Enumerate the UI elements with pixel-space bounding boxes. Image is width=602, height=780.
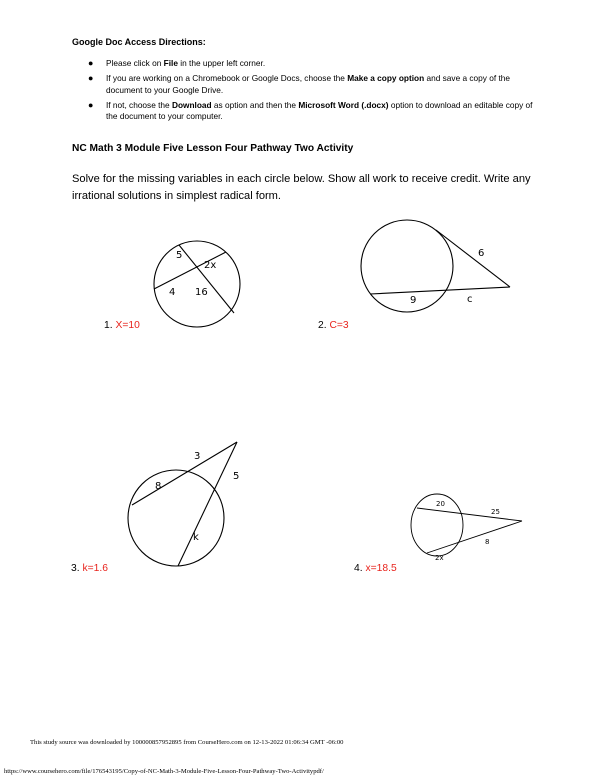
- problem-number: 1.: [104, 320, 113, 331]
- figure-4-secant: [427, 521, 522, 553]
- figure-1-label: 4: [169, 287, 176, 298]
- figure-3-label: 3: [194, 451, 201, 462]
- answer-value: X=10: [115, 320, 140, 331]
- figure-2: [361, 220, 510, 312]
- figure-3-secant: [178, 442, 240, 566]
- bullet-icon: ●: [88, 99, 94, 110]
- figure-2-label: 6: [478, 248, 485, 259]
- figure-2-circle: [361, 220, 453, 312]
- answer-value: x=18.5: [365, 563, 397, 574]
- figure-2-secant: [370, 287, 510, 294]
- problem-number: 2.: [318, 320, 327, 331]
- figure-1-chord: [179, 245, 234, 313]
- answer-value: C=3: [329, 320, 349, 331]
- bullet-icon: ●: [88, 58, 94, 68]
- answer-4: [354, 563, 397, 574]
- figure-3-label: 5: [233, 471, 240, 482]
- problem-number: 3.: [71, 563, 80, 574]
- figure-4-label: 25: [491, 508, 500, 516]
- answer-2: [318, 320, 349, 331]
- directions-item-text: If not, choose the Download as option and then the Microsoft Word (.docx) option to download an editable copy of the document to your computer.: [106, 99, 533, 122]
- answer-3: [71, 563, 108, 574]
- figure-1: [154, 241, 240, 327]
- directions-title: Google Doc Access Directions:: [72, 37, 206, 47]
- directions-item-text: If you are working on a Chromebook or Google Docs, choose the Make a copy option and save a copy of the document to your Google Drive.: [106, 73, 510, 95]
- instructions: Solve for the missing variables in each circle below. Show all work to receive credit. Write any irrational solutions in simplest radical form.: [72, 173, 531, 202]
- figure-3: [128, 442, 240, 566]
- bullet-icon: ●: [88, 73, 94, 84]
- figure-2-label: c: [467, 294, 473, 305]
- lesson-title: NC Math 3 Module Five Lesson Four Pathway Two Activity: [72, 143, 354, 154]
- source-note: This study source was downloaded by 100000857952895 from CourseHero.com on 12-13-2022 01:06:34 GMT -06:00: [30, 739, 344, 746]
- figure-1-label: 16: [195, 287, 208, 298]
- figure-3-circle: [128, 470, 224, 566]
- figure-4-secant: [417, 508, 522, 521]
- figure-2-tangent: [436, 230, 510, 287]
- figure-1-circle: [154, 241, 240, 327]
- figure-1-label: 2x: [204, 260, 217, 271]
- directions-item-text: Please click on File in the upper left corner.: [106, 58, 266, 68]
- source-url[interactable]: https://www.coursehero.com/file/176543195/Copy-of-NC-Math-3-Module-Five-Lesson-Four-Pathway-Two-Activitypdf/: [4, 768, 324, 775]
- answer-value: k=1.6: [82, 563, 108, 574]
- figure-3-label: k: [193, 532, 199, 543]
- figure-1-label: 5: [176, 250, 183, 261]
- figure-4-label: 8: [485, 538, 490, 546]
- figure-2-label: 9: [410, 295, 417, 306]
- answer-1: [104, 320, 140, 331]
- figure-4-label: 2x: [435, 554, 444, 562]
- figure-4: [411, 494, 522, 556]
- figure-3-secant: [132, 442, 240, 505]
- figure-3-label: 8: [155, 481, 162, 492]
- figure-4-label: 20: [436, 500, 445, 508]
- problem-number: 4.: [354, 563, 363, 574]
